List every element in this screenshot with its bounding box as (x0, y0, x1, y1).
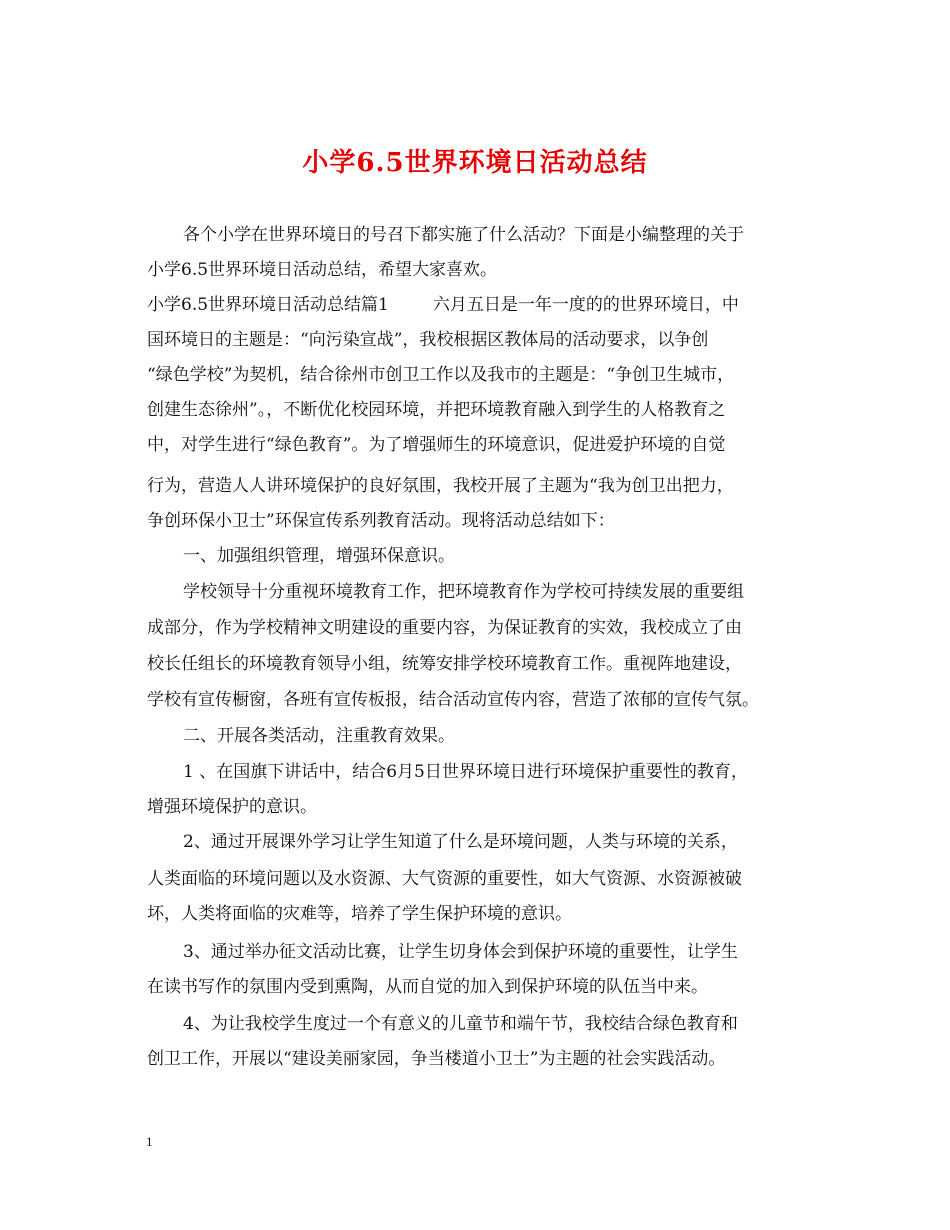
section-heading: 一、加强组织管理，增强环保意识。 (183, 546, 455, 566)
paragraph-line: 学校领导十分重视环境教育工作，把环境教育作为学校可持续发展的重要组 (183, 582, 744, 602)
paragraph-line: 国环境日的主题是：“向污染宣战”，我校根据区教体局的活动要求，以争创 (147, 330, 709, 350)
paragraph-line: 1 、在国旗下讲话中，结合6月5日世界环境日进行环境保护重要性的教育， (183, 762, 748, 782)
paragraph-line: 小学6.5世界环境日活动总结，希望大家喜欢。 (147, 260, 498, 280)
paragraph-line: 各个小学在世界环境日的号召下都实施了什么活动？下面是小编整理的关于 (183, 225, 744, 245)
paragraph-line: 学校有宣传橱窗，各班有宣传板报，结合活动宣传内容，营造了浓郁的宣传气氛。 (147, 690, 759, 710)
paragraph-line: “绿色学校”为契机，结合徐州市创卫工作以及我市的主题是：“争创卫生城市， (147, 365, 735, 385)
paragraph-line: 行为，营造人人讲环境保护的良好氛围，我校开展了主题为“我为创卫出把力， (147, 476, 734, 496)
paragraph-line: 4、为让我校学生度过一个有意义的儿童节和端午节，我校结合绿色教育和 (183, 1014, 738, 1034)
section-heading-line (147, 293, 739, 317)
paragraph-line: 中，对学生进行“绿色教育”。为了增强师生的环境意识，促进爱护环境的自觉 (147, 435, 726, 455)
section-heading: 二、开展各类活动，注重教育效果。 (183, 726, 455, 746)
paragraph-line: 校长任组长的环境教育领导小组，统筹安排学校环境教育工作。重视阵地建设， (147, 654, 742, 674)
page-number: 1 (146, 1134, 153, 1149)
paragraph-line: 成部分，作为学校精神文明建设的重要内容，为保证教育的实效，我校成立了由 (147, 618, 742, 638)
paragraph-line: 增强环境保护的意识。 (147, 797, 317, 817)
paragraph-line: 人类面临的环境问题以及水资源、大气资源的重要性，如大气资源、水资源被破 (147, 869, 742, 889)
paragraph-line: 2、通过开展课外学习让学生知道了什么是环境问题，人类与环境的关系， (183, 832, 738, 852)
paragraph-line: 争创环保小卫士”环保宣传系列教育活动。现将活动总结如下： (147, 511, 615, 531)
paragraph-line: 创卫工作，开展以“建设美丽家园，争当楼道小卫士”为主题的社会实践活动。 (147, 1049, 726, 1069)
paragraph-line: 创建生态徐州”。，不断优化校园环境，并把环境教育融入到学生的人格教育之 (147, 400, 726, 420)
section-heading: 小学6.5世界环境日活动总结篇1 (147, 295, 389, 315)
paragraph-text: 六月五日是一年一度的的世界环境日，中 (432, 295, 739, 315)
document-title: 小学6.5世界环境日活动总结 (302, 148, 648, 178)
paragraph-line: 3、通过举办征文活动比赛，让学生切身体会到保护环境的重要性，让学生 (183, 942, 738, 962)
paragraph-line: 坏，人类将面临的灾难等，培养了学生保护环境的意识。 (147, 904, 572, 924)
paragraph-line: 在读书写作的氛围内受到熏陶，从而自觉的加入到保护环境的队伍当中来。 (147, 977, 708, 997)
